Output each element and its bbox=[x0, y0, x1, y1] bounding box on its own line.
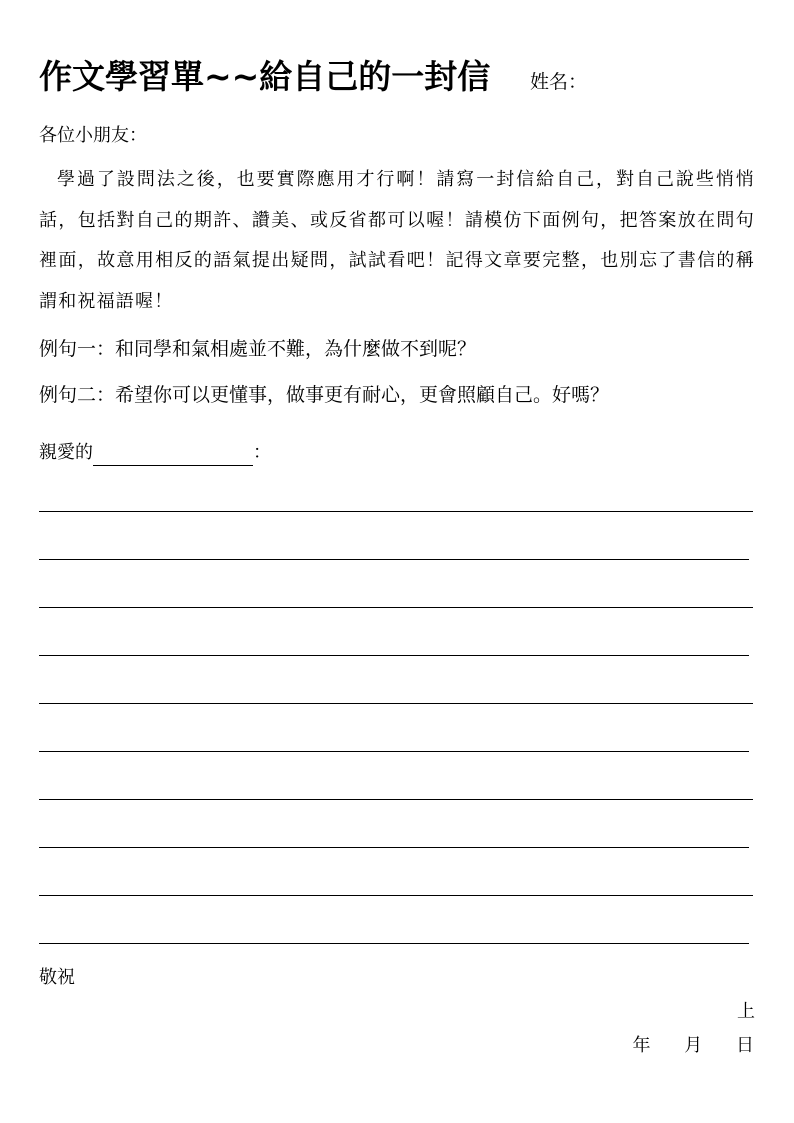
salutation-colon: ： bbox=[253, 442, 271, 463]
instruction-paragraph: 學過了設問法之後，也要實際應用才行啊！請寫一封信給自己，對自己說些悄悄話，包括對自己的期許、讚美、或反省都可以喔！請模仿下面例句，把答案放在問句裡面，故意用相反的語氣提出疑問，試試看吧！記得文章要完整，也別忘了書信的稱謂和祝福語喔！ bbox=[39, 169, 755, 312]
date-line bbox=[633, 1034, 754, 1058]
letter-closing: 敬祝 bbox=[39, 967, 75, 988]
recipient-blank[interactable] bbox=[93, 445, 253, 466]
example-sentence-2: 例句二：希望你可以更懂事，做事更有耐心，更會照顧自己。好嗎？ bbox=[39, 384, 610, 406]
writing-line[interactable] bbox=[39, 511, 753, 512]
writing-line[interactable] bbox=[39, 751, 749, 752]
date-year: 年 bbox=[632, 1035, 651, 1056]
worksheet-title: 作文學習單~~給自己的一封信 bbox=[39, 57, 491, 96]
writing-line[interactable] bbox=[39, 703, 753, 704]
writing-line[interactable] bbox=[39, 607, 753, 608]
date-month: 月 bbox=[684, 1035, 703, 1056]
salutation-prefix: 親愛的 bbox=[39, 442, 93, 463]
example-sentence-1: 例句一：和同學和氣相處並不難，為什麼做不到呢？ bbox=[39, 338, 477, 360]
writing-line[interactable] bbox=[39, 655, 749, 656]
name-field-label: 姓名： bbox=[530, 71, 588, 93]
writing-line[interactable] bbox=[39, 943, 749, 944]
date-day: 日 bbox=[736, 1035, 754, 1056]
greeting-text: 各位小朋友： bbox=[39, 125, 147, 146]
writing-line[interactable] bbox=[39, 799, 753, 800]
letter-salutation bbox=[39, 440, 271, 466]
writing-line[interactable] bbox=[39, 559, 749, 560]
writing-line[interactable] bbox=[39, 847, 749, 848]
writing-line[interactable] bbox=[39, 895, 753, 896]
signature-mark: 上 bbox=[737, 1001, 755, 1022]
